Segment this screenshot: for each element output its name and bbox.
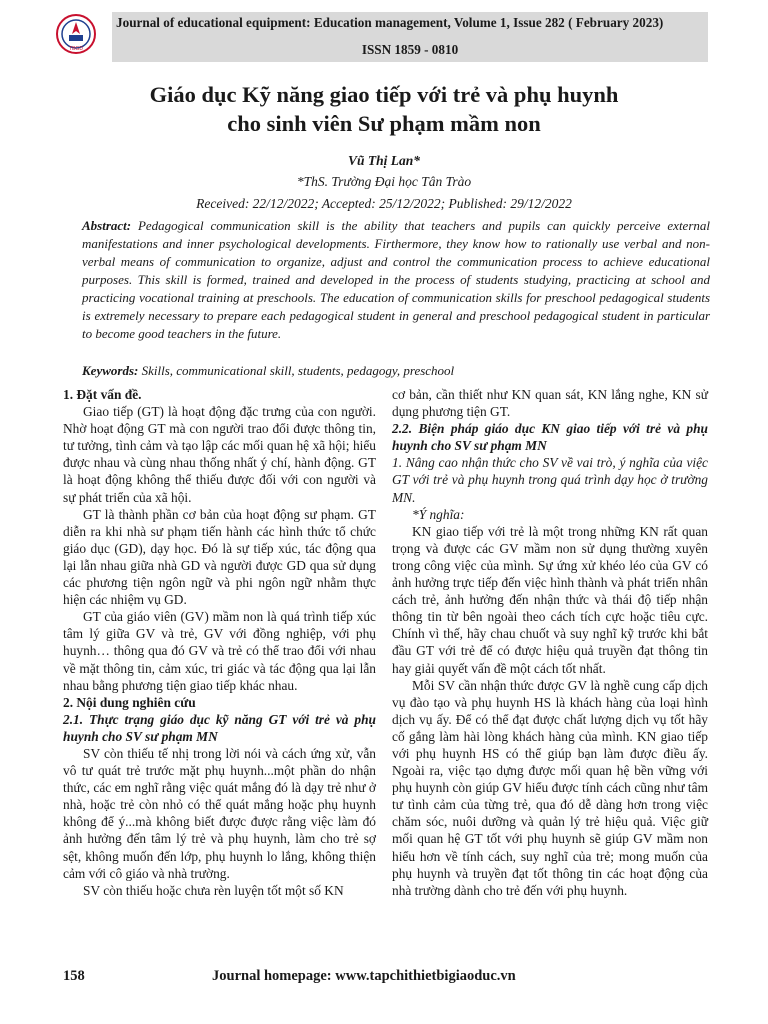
journal-header-band [112, 12, 708, 62]
subsection-heading-2-1: 2.1. Thực trạng giáo dục kỹ năng GT với trẻ và phụ huynh cho SV sư phạm MN [63, 711, 376, 744]
paragraph: Giao tiếp (GT) là hoạt động đặc trưng của con người. Nhờ hoạt động GT mà con người trao đổi được thông tin, tư tưởng, tình cảm và tạo lập các mối quan hệ xã hội; hiểu được nhau và cùng nhau thống nhất ý chí, hành động. GT là hoạt động không thể thiếu được đối với con người và sự phát triển của xã hội. [63, 404, 376, 505]
paragraph: cơ bản, cần thiết như KN quan sát, KN lắng nghe, KN sử dụng phương tiện GT. [392, 387, 708, 420]
right-column [392, 386, 708, 899]
title-line-1: Giáo dục Kỹ năng giao tiếp với trẻ và phụ huynh [149, 82, 619, 107]
section-heading-1: 1. Đặt vấn đề. [63, 387, 142, 402]
keywords-label: Keywords: [82, 363, 139, 378]
journal-logo [56, 14, 96, 54]
meaning-label: *Ý nghĩa: [412, 506, 465, 522]
keywords [82, 362, 710, 380]
subsection-heading-2-2: 2.2. Biện pháp giáo dục KN giao tiếp với trẻ và phụ huynh cho SV sư phạm MN [392, 421, 708, 454]
abstract-text: Pedagogical communication skill is the ability that teachers and pupils can quickly perceive external manifestations and inner psychological developments. Firthermore, they know how to rationally use verbal and non-verbal means of communication to organize, adjust and control the communication process to achieve educational purposes. This skill is formed, trained and developed in the process of students studying, practicing at school and practicing vocational training at preschools. The education of communication skills for preschool pedagogical students is extremely necessary to prepare each pedagogical student in general and preschool pedagogical student in particular to become good teachers in the future. [82, 218, 710, 341]
paragraph: Mỗi SV cần nhận thức được GV là nghề cung cấp dịch vụ đào tạo và phụ huynh HS là khách hàng của loại hình dịch vụ ấy. Để có thể đạt được chất lượng dịch vụ tốt hãy cố gắng làm hài lòng khách hàng của mình. KN giao tiếp với phụ huynh HS có thể giúp bạn làm được điều ấy. Ngoài ra, việc tạo dựng được mối quan hệ bền vững với phụ huynh còn giúp GV hiểu được tính cách cũng như tâm tư tình cảm của từng trẻ, qua đó dễ dàng hơn trong việc chăm sóc, nuôi dưỡng và quản lý trẻ hiệu quả. Việc giữ mối quan hệ GT tốt với phụ huynh sẽ giúp GV mầm non hiểu hơn về tính cách, suy nghĩ của trẻ; mong muốn của phụ huynh và truyền đạt tốt thông tin các hoạt động của nhà trường dành cho trẻ đến với phụ huynh. [392, 677, 708, 898]
article-title [60, 80, 708, 138]
page-number: 158 [63, 968, 85, 984]
article-dates: Received: 22/12/2022; Accepted: 25/12/2022; Published: 29/12/2022 [196, 196, 572, 211]
left-column [63, 386, 376, 899]
keywords-text: Skills, communicational skill, students, pedagogy, preschool [141, 363, 455, 378]
paragraph: SV còn thiếu hoặc chưa rèn luyện tốt một số KN [83, 882, 344, 898]
logo-text: TBGD [69, 46, 83, 52]
issn-number: ISSN 1859 - 0810 [361, 42, 459, 57]
paragraph: GT là thành phần cơ bản của hoạt động sư phạm. GT diễn ra khi nhà sư phạm tiến hành các hình thức tổ chức giáo dục (GD), dạy học. Đó là sự tiếp xúc, tác động qua lại lẫn nhau giữa nhà GD và người được GD qua sử dụng các phương tiện ngôn ngữ và phi ngôn ngữ nhằm thực hiện các nhiệm vụ GD. [63, 506, 376, 608]
journal-homepage: Journal homepage: www.tapchithietbigiaoduc.vn [212, 968, 516, 984]
title-line-2: cho sinh viên Sư phạm mầm non [227, 111, 541, 136]
author-affiliation: *ThS. Trường Đại học Tân Trào [296, 174, 472, 189]
journal-citation: Journal of educational equipment: Education management, Volume 1, Issue 282 ( February 2023) [116, 15, 664, 30]
paragraph: GT của giáo viên (GV) mầm non là quá trình tiếp xúc tâm lý giữa GV và trẻ, GV với đồng nghiệp, với phụ huynh… thông qua đó GV và trẻ có thể trao đổi với nhau về mặt thông tin, cảm xúc, tri giác và tác động qua lại lẫn nhau bằng phương tiện giao tiếp khác nhau. [63, 609, 376, 693]
abstract [82, 217, 710, 343]
abstract-label: Abstract: [82, 218, 132, 233]
measure-heading-1: 1. Nâng cao nhận thức cho SV về vai trò, ý nghĩa của việc GT với trẻ và phụ huynh trong quá trình dạy học ở trường MN. [392, 455, 708, 505]
paragraph: SV còn thiếu tế nhị trong lời nói và cách ứng xử, vẫn vô tư quát trẻ trước mặt phụ huynh...một phần do nhận thức, các em nghĩ rằng việc quát mắng đó là dạy trẻ như ở nhà, hoặc trẻ còn nhỏ có thể quát mắng hoặc phụ huynh không để ý...mà không biết được được rằng việc làm đó ảnh hưởng đến tâm lý trẻ và phụ huynh, làm cho trẻ sợ sệt, không muốn đến lớp, phụ huynh lo lắng, không thiện cảm với cô giáo và nhà trường. [63, 745, 376, 881]
author-name: Vũ Thị Lan* [347, 153, 421, 168]
section-heading-2: 2. Nội dung nghiên cứu [63, 694, 196, 710]
paragraph: KN giao tiếp với trẻ là một trong những KN rất quan trọng và được các GV mầm non sử dụng thường xuyên trong công việc của mình. Sự ứng xử khéo léo của GV có ảnh hưởng trực tiếp đến việc hình thành và phát triển nhân cách trẻ, ảnh hưởng đến nhận thức và thái độ tiếp nhận thông tin từ bên ngoài theo cách tích cực hoặc tiêu cực. Chính vì thế, hãy chau chuốt và suy nghĩ kỹ trước khi bắt đầu GT với trẻ để có được hiệu quả truyền đạt thông tin hay giải quyết vấn đề một cách tốt nhất. [392, 523, 708, 676]
